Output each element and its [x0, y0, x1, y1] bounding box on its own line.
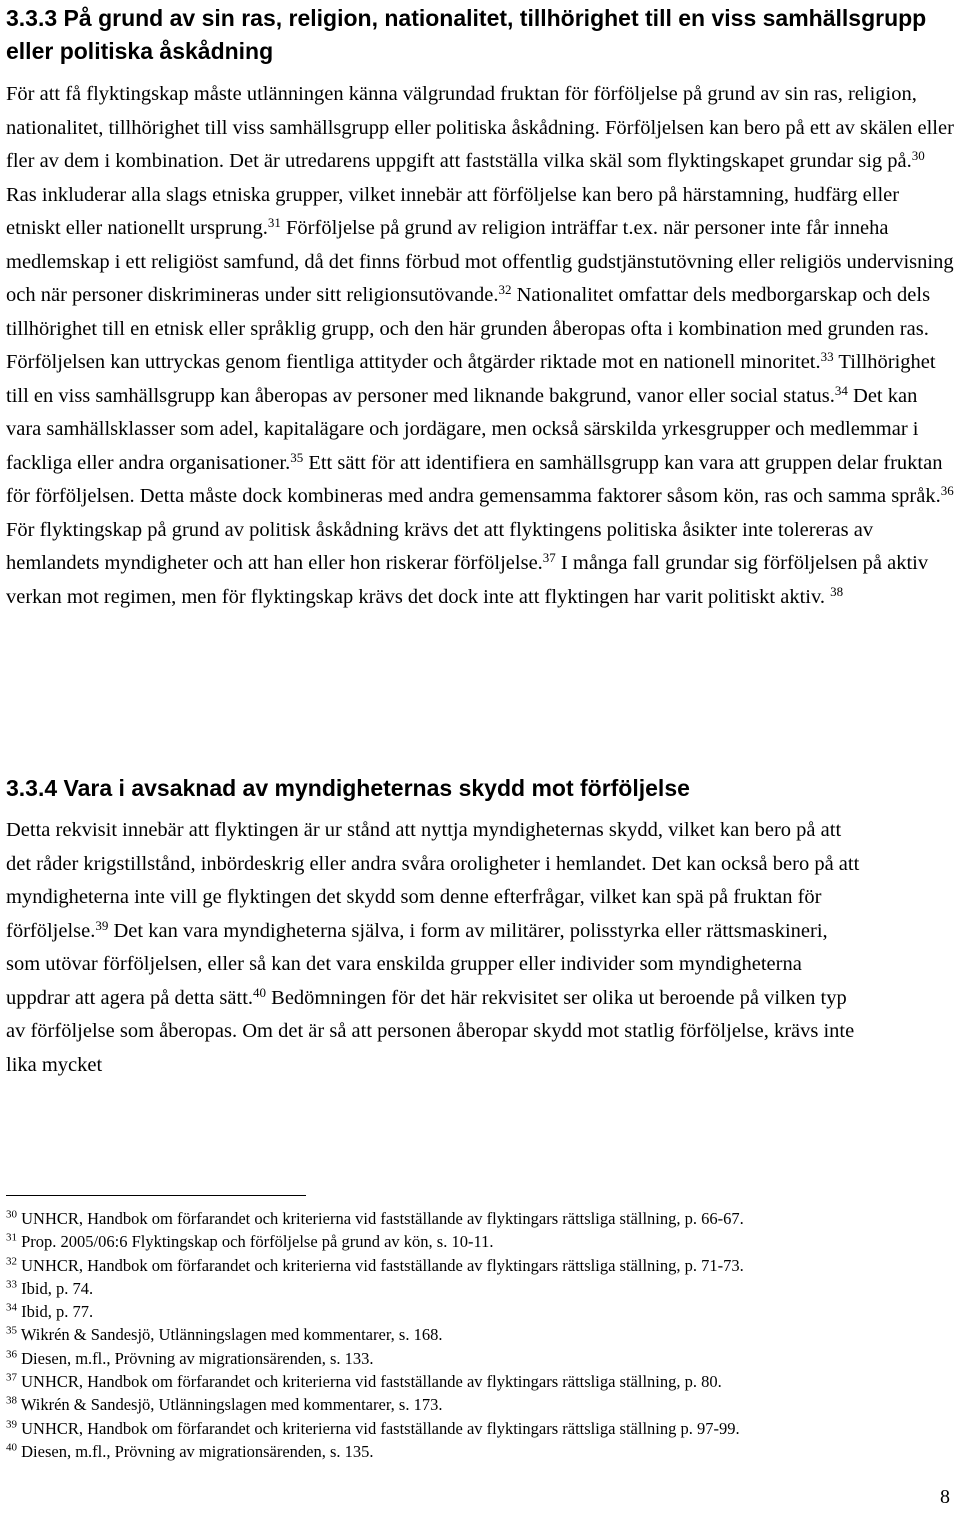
footnote-number: 37 [6, 1371, 17, 1384]
footnote-text: Prop. 2005/06:6 Flyktingskap och förföljelse på grund av kön, s. 10-11. [21, 1232, 494, 1252]
paragraph-segment: För flyktingskap på grund av politisk åskådning krävs det att flyktingens politiska åsikter inte tolereras av hemlandets myndigheter och att han eller hon riskerar förföljelse. [6, 518, 874, 574]
footnote-divider [6, 1195, 306, 1196]
footnote-list [6, 1207, 956, 1463]
section-paragraph-3-3-4 [6, 814, 866, 1082]
footnote-number: 39 [6, 1418, 17, 1431]
footnote-number: 38 [6, 1394, 17, 1407]
footnote [6, 1440, 956, 1463]
paragraph-segment: Det kan vara samhällsklasser som adel, kapitalägare och jordägare, men också särskilda yrkesgrupper och medlemmar i fackliga eller andra organisationer. [6, 384, 919, 474]
footnote-number: 33 [6, 1278, 17, 1291]
footnote [6, 1254, 956, 1277]
footnote-ref: 32 [498, 281, 512, 297]
footnote-ref: 37 [542, 549, 556, 565]
paragraph-segment: Tillhörighet till en viss samhällsgrupp kan åberopas av personer med liknande bakgrund, vanor eller social status. [6, 351, 936, 407]
footnote [6, 1277, 956, 1300]
footnote-number: 34 [6, 1301, 17, 1314]
footnote-ref: 35 [290, 449, 304, 465]
section-heading-3-3-3: 3.3.3 På grund av sin ras, religion, nationalitet, tillhörighet till en viss samhällsgrupp eller politiska åskådning [6, 5, 927, 64]
footnote-text: Diesen, m.fl., Prövning av migrationsärenden, s. 133. [21, 1348, 374, 1368]
paragraph-segment: Ras inkluderar alla slags etniska grupper, vilket innebär att förföljelse kan bero på härstamning, hudfärg eller etniskt eller nationellt ursprung. [6, 183, 900, 239]
footnote-text: Diesen, m.fl., Prövning av migrationsärenden, s. 135. [21, 1441, 374, 1461]
footnote-number: 30 [6, 1208, 17, 1221]
footnote-text: UNHCR, Handbok om förfarandet och kriterierna vid fastställande av flyktingars rättsliga ställning, p. 71-73. [21, 1255, 744, 1275]
footnote [6, 1347, 956, 1370]
footnote-number: 35 [6, 1324, 17, 1337]
footnote-text: UNHCR, Handbok om förfarandet och kriterierna vid fastställande av flyktingars rättsliga ställning p. 97-99. [21, 1418, 740, 1438]
footnote-ref: 34 [834, 382, 848, 398]
footnote-text: UNHCR, Handbok om förfarandet och kriterierna vid fastställande av flyktingars rättsliga ställning, p. 80. [21, 1372, 722, 1392]
footnote-text: Ibid, p. 74. [21, 1278, 94, 1298]
footnote-ref: 39 [95, 917, 109, 933]
paragraph-segment: I många fall grundar sig förföljelsen på aktiv verkan mot regimen, men för flyktingskap krävs det dock inte att flyktingen har varit politiskt aktiv. [6, 552, 929, 608]
paragraph-segment: Förföljelse på grund av religion inträffar t.ex. när personer inte får inneha medlemskap i ett religiöst samfund, då det finns förbud mot offentlig gudstjänstutövning eller religiös undervisning och när personer diskrimineras under sitt religionsutövande. [6, 217, 954, 306]
footnote-number: 31 [6, 1231, 17, 1244]
footnote-ref: 38 [830, 583, 844, 599]
paragraph-segment: För att få flyktingskap måste utlänningen känna välgrundad fruktan för förföljelse på grund av sin ras, religion, nationalitet, tillhörighet till viss samhällsgrupp eller politiska åskådning. Förföljelsen kan bero på ett av skälen eller fler av dem i kombination. Det är utredarens uppgift att fastställa vilka skäl som flyktingskapet grundar sig på. [6, 83, 954, 172]
footnote-ref: 36 [940, 482, 954, 498]
section-paragraph-3-3-3 [6, 78, 956, 614]
footnote-ref: 33 [820, 348, 834, 364]
paragraph-segment: Nationalitet omfattar dels medborgarskap och dels tillhörighet till en etnisk eller språklig grupp, och den här grunden åberopas ofta i kombination med grunden ras. Förföljelsen kan uttryckas genom fientliga attityder och åtgärder riktade mot en nationell minoritet. [6, 284, 931, 373]
footnote-text: Wikrén & Sandesjö, Utlänningslagen med kommentarer, s. 173. [20, 1395, 443, 1415]
paragraph-segment: Bedömningen för det här rekvisitet ser olika ut beroende på vilken typ av förföljelse som åberopas. Om det är så att personen åberopar skydd mot statlig förföljelse, krävs inte lika mycket [6, 986, 855, 1076]
footnote-text: UNHCR, Handbok om förfarandet och kriterierna vid fastställande av flyktingars rättsliga ställning, p. 66-67. [21, 1209, 744, 1228]
footnote-ref: 40 [253, 984, 267, 1000]
footnote [6, 1417, 956, 1440]
footnote-text: Wikrén & Sandesjö, Utlänningslagen med kommentarer, s. 168. [20, 1325, 443, 1345]
paragraph-segment: Ett sätt för att identifiera en samhällsgrupp kan vara att gruppen delar fruktan för förföljelsen. Detta måste dock kombineras med andra gemensamma faktorer såsom kön, ras och samma språk. [6, 451, 943, 507]
footnote [6, 1230, 956, 1253]
footnote [6, 1323, 956, 1346]
footnote [6, 1300, 956, 1323]
footnote [6, 1393, 956, 1416]
paragraph-segment: Detta rekvisit innebär att flyktingen är ur stånd att nyttja myndigheternas skydd, vilket kan bero på att det råder krigstillstånd, inbördeskrig eller andra svåra oroligheter i hemlandet. Det kan också bero på att myndigheterna inte vill ge flyktingen det skydd som denne efterfrågar, vilket kan spä på fruktan för förföljelse. [6, 819, 860, 942]
footnote-text: Ibid, p. 77. [21, 1302, 94, 1322]
footnote [6, 1370, 956, 1393]
footnote-number: 40 [6, 1441, 17, 1454]
page-number: 8 [940, 1486, 950, 1508]
section-heading-3-3-4: 3.3.4 Vara i avsaknad av myndigheternas skydd mot förföljelse [6, 775, 690, 801]
footnote-number: 32 [6, 1255, 17, 1267]
footnote-ref: 31 [267, 214, 281, 230]
footnote [6, 1207, 956, 1230]
footnote-ref: 30 [911, 147, 925, 163]
footnote-number: 36 [6, 1348, 17, 1361]
paragraph-segment: Det kan vara myndigheterna själva, i form av militärer, polisstyrka eller rättsmaskineri, som utövar förföljelsen, eller så kan det vara enskilda grupper eller individer som myndigheterna uppdrar att agera på detta sätt. [6, 919, 828, 1009]
